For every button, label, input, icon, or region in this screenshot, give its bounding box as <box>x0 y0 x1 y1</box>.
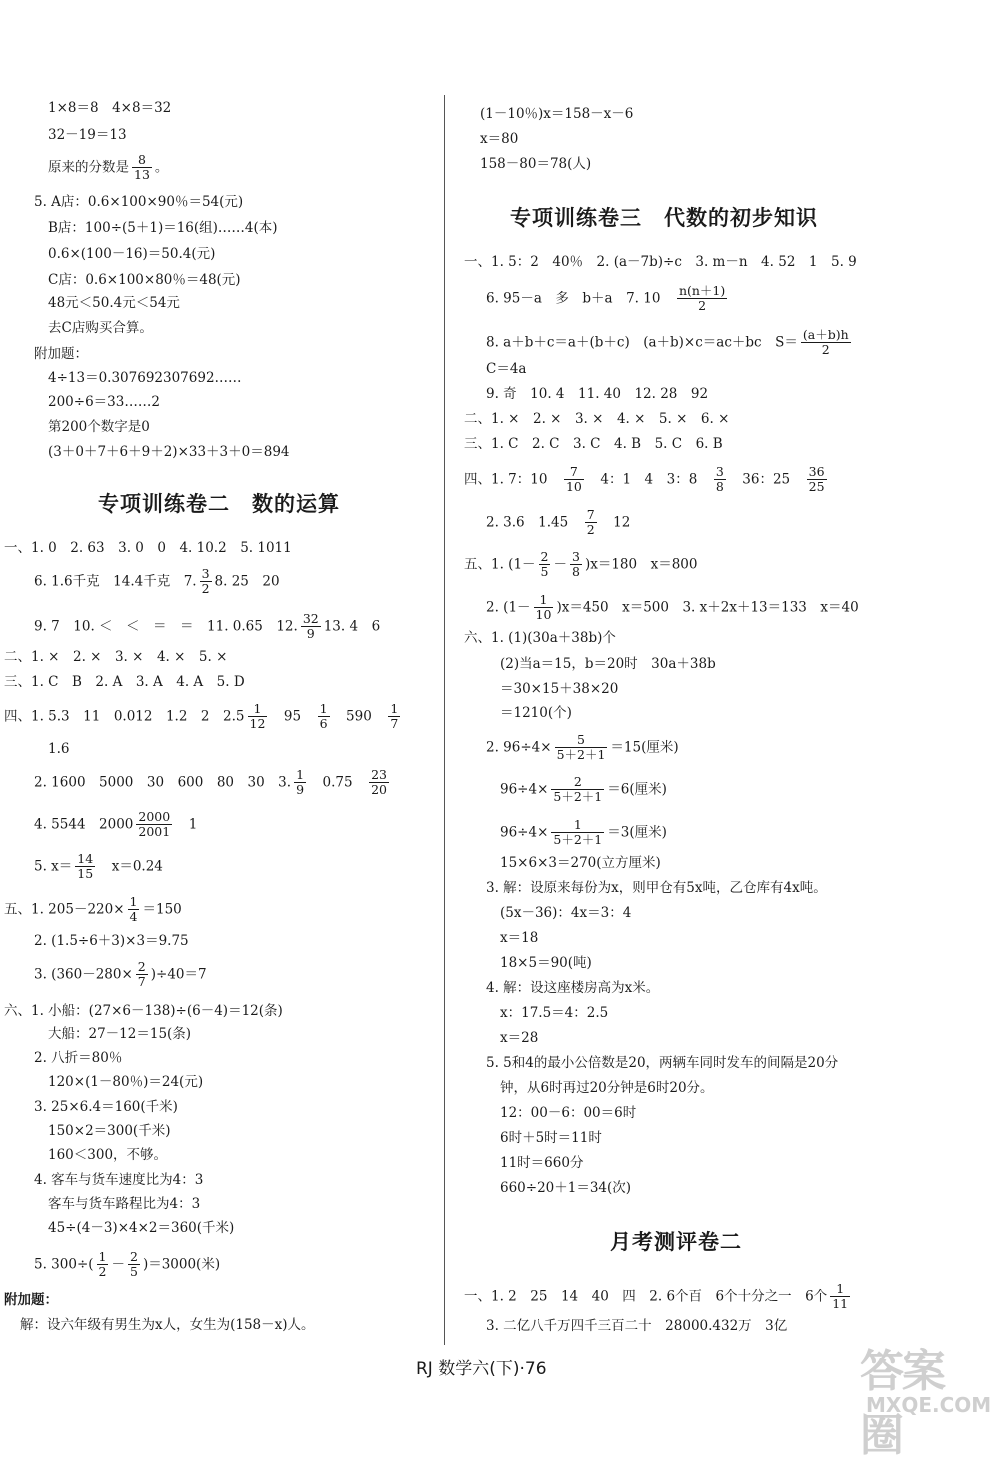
text-line: 3. 解：设原来每份为x，则甲仓有5x吨，乙仓库有4x吨。 <box>486 880 827 896</box>
text-line: x＝80 <box>480 131 519 147</box>
text-line: 附加题： <box>4 1292 58 1308</box>
text-line: 三、1. C 2. C 3. C 4. B 5. C 6. B <box>464 436 723 452</box>
fraction: $\frac{1}{10}$ <box>535 592 552 623</box>
fraction: $\frac{1}{7}$ <box>390 701 399 732</box>
page-footer: RJ 数学六(下)·76 <box>416 1359 547 1379</box>
text-line: 6时＋5时＝11时 <box>500 1130 602 1146</box>
section-title: 专项训练卷二 数的运算 <box>98 492 340 516</box>
fraction: $\frac{2}{5}$ <box>540 549 549 580</box>
column-divider <box>444 95 445 1345</box>
text-line: 5. A店：0.6×100×90％＝54(元) <box>34 194 244 210</box>
text-line: 48元＜50.4元＜54元 <box>48 295 180 311</box>
text-line: 钟，从6时再过20分钟是6时20分。 <box>500 1080 714 1096</box>
text-line: 4. 解：设这座楼房高为x米。 <box>486 980 660 996</box>
text-line: 五、1. 205－220× $\frac{1}{4}$ ＝150 <box>4 894 182 925</box>
fraction: $\frac{1}{2}$ <box>98 1249 107 1280</box>
fraction: $\frac{2000}{2001}$ <box>138 809 171 840</box>
text-line: 6. 1.6千克 14.4千克 7. $\frac{3}{2}$ 8. 25 20 <box>34 566 280 597</box>
text-line: 96÷4× $\frac{1}{5+2+1}$ ＝3(厘米) <box>500 817 667 848</box>
text-line: (1－10％)x＝158－x－6 <box>480 106 634 122</box>
text-line: ＝1210(个) <box>500 705 572 721</box>
fraction: $\frac{1}{5+2+1}$ <box>553 817 603 848</box>
text-line: 120×(1－80％)＝24(元) <box>48 1074 204 1090</box>
text-line: 二、1. × 2. × 3. × 4. × 5. × 6. × <box>464 411 730 427</box>
text-line: 2. (1.5÷6＋3)×3＝9.75 <box>34 933 189 949</box>
text-line: 15×6×3＝270(立方厘米) <box>500 855 661 871</box>
text-line: 6. 95－a 多 b＋a 7. 10 $\frac{n(n+1)}{2}$ <box>486 283 726 314</box>
text-line: 2. 1600 5000 30 600 80 30 3. $\frac{1}{9}$ 0.75 $\frac{23}{20}$ <box>34 767 387 798</box>
text-line: 客车与货车路程比为4：3 <box>48 1196 201 1212</box>
text-line: 六、1. (1)(30a＋38b)个 <box>464 630 616 646</box>
text-line: 32－19＝13 <box>48 127 127 143</box>
watermark-url: MXQE.COM <box>866 1393 992 1417</box>
text-line: 解：设六年级有男生为x人，女生为(158－x)人。 <box>20 1317 315 1333</box>
text-line: 4. 客车与货车速度比为4：3 <box>34 1172 204 1188</box>
text-line: 5. x＝ $\frac{14}{15}$ x＝0.24 <box>34 851 163 882</box>
text-frag: 。 <box>154 159 169 176</box>
text-line: 一、1. 0 2. 63 3. 0 0 4. 10.2 5. 1011 <box>4 540 292 556</box>
fraction: $\frac{(a+b)h}{2}$ <box>802 327 849 358</box>
text-line: C店：0.6×100×80％＝48(元) <box>48 272 241 288</box>
text-line: ＝30×15＋38×20 <box>500 681 619 697</box>
text-line: 200÷6＝33……2 <box>48 394 160 410</box>
fraction: $\frac{8}{13}$ <box>134 152 150 183</box>
fraction: $\frac{2}{7}$ <box>137 959 146 990</box>
fraction: $\frac{n(n+1)}{2}$ <box>678 283 726 314</box>
text-line: 45÷(4－3)×4×2＝360(千米) <box>48 1220 235 1236</box>
fraction: $\frac{1}{4}$ <box>129 894 138 925</box>
watermark-logo <box>860 1335 992 1461</box>
text-line: 六、1. 小船：(27×6－138)÷(6－4)＝12(条) <box>4 1003 283 1019</box>
fraction: $\frac{2}{5}$ <box>129 1249 138 1280</box>
text-line: 2. (1－ $\frac{1}{10}$ )x＝450 x＝500 3. x＋2x＋13＝133 x＝40 <box>486 592 859 623</box>
fraction: $\frac{7}{10}$ <box>565 464 582 495</box>
text-line: 5. 5和4的最小公倍数是20，两辆车同时发车的间隔是20分 <box>486 1055 839 1071</box>
text-line: B店：100÷(5＋1)＝16(组)……4(本) <box>48 220 278 236</box>
text-line: 5. 300÷( $\frac{1}{2}$ － $\frac{2}{5}$ )＝3000(米) <box>34 1249 221 1280</box>
text-line: 9. 奇 10. 4 11. 40 12. 28 92 <box>486 386 709 402</box>
section-title: 专项训练卷三 代数的初步知识 <box>510 206 818 230</box>
fraction: $\frac{3}{8}$ <box>571 549 580 580</box>
text-line: C＝4a <box>486 361 527 377</box>
fraction: $\frac{23}{20}$ <box>371 767 387 798</box>
fraction: $\frac{1}{9}$ <box>296 767 305 798</box>
text-line: 2. 96÷4× $\frac{5}{5+2+1}$ ＝15(厘米) <box>486 732 679 763</box>
text-line: (3＋0＋7＋6＋9＋2)×33＋3＋0＝894 <box>48 444 290 460</box>
right-column <box>448 0 1000 1428</box>
text-line: 一、1. 5：2 40％ 2. (a－7b)÷c 3. m－n 4. 52 1 5. 9 <box>464 254 857 270</box>
watermark-big: 答案圈 <box>860 1346 944 1461</box>
text-line: 96÷4× $\frac{2}{5+2+1}$ ＝6(厘米) <box>500 774 667 805</box>
text-line: (5x－36)：4x＝3：4 <box>500 905 632 921</box>
text-line: 去C店购买合算。 <box>48 320 153 336</box>
text-line: 660÷20＋1＝34(次) <box>500 1180 632 1196</box>
text-line: 9. 7 10. ＜ ＜ ＝ ＝ 11. 0.65 12. $\frac{32}{9}$ 13. 4 6 <box>34 611 381 642</box>
text-line: x：17.5＝4：2.5 <box>500 1005 609 1021</box>
text-line: 4÷13＝0.307692307692…… <box>48 370 242 386</box>
fraction: $\frac{3}{2}$ <box>201 566 210 597</box>
text-line: 0.6×(100－16)＝50.4(元) <box>48 246 216 262</box>
text-line: 1.6 <box>48 741 70 757</box>
text-line: (2)当a＝15，b＝20时 30a＋38b <box>500 656 716 672</box>
text-line: 1×8＝8 4×8＝32 <box>48 100 172 116</box>
text-line: 3. 25×6.4＝160(千米) <box>34 1099 178 1115</box>
text-line <box>48 153 168 183</box>
text-line: 四、1. 7：10 $\frac{7}{10}$ 4：1 4 3：8 $\frac{3}{8}$ 36：25 $\frac{36}{25}$ <box>464 464 825 495</box>
text-line: 三、1. C B 2. A 3. A 4. A 5. D <box>4 674 245 690</box>
text-line: x＝18 <box>500 930 539 946</box>
fraction: $\frac{5}{5+2+1}$ <box>556 732 606 763</box>
text-line: 158－80＝78(人) <box>480 156 592 172</box>
text-line: 二、1. × 2. × 3. × 4. × 5. × <box>4 649 228 665</box>
fraction: $\frac{36}{25}$ <box>808 464 825 495</box>
text-line: 四、1. 5.3 11 0.012 1.2 2 2.5 $\frac{1}{12}$ 95 $\frac{1}{6}$ 590 $\frac{1}{7}$ <box>4 701 399 732</box>
text-line: 11时＝660分 <box>500 1155 584 1171</box>
text-frag: 原来的分数是 <box>48 159 129 176</box>
left-column <box>0 0 440 1428</box>
text-line: 五、1. (1－ $\frac{2}{5}$ － $\frac{3}{8}$ )x＝180 x＝800 <box>464 549 698 580</box>
text-line: 2. 3.6 1.45 $\frac{7}{2}$ 12 <box>486 507 631 538</box>
text-line: 160＜300，不够。 <box>48 1147 168 1163</box>
text-line: 大船：27－12＝15(条) <box>48 1026 192 1042</box>
text-line: 18×5＝90(吨) <box>500 955 592 971</box>
text-line: 3. (360－280× $\frac{2}{7}$ )÷40＝7 <box>34 959 207 990</box>
text-line: 一、1. 2 25 14 40 四 2. 6个百 6个十分之一 6个 $\frac{1}{11}$ <box>464 1281 849 1312</box>
fraction: $\frac{1}{6}$ <box>319 701 328 732</box>
fraction: $\frac{2}{5+2+1}$ <box>553 774 603 805</box>
text-line: 4. 5544 2000 $\frac{2000}{2001}$ 1 <box>34 809 198 840</box>
fraction: $\frac{1}{11}$ <box>832 1281 849 1312</box>
text-line: x＝28 <box>500 1030 539 1046</box>
text-line: 第200个数字是0 <box>48 419 150 435</box>
section-title: 月考测评卷二 <box>610 1230 742 1254</box>
fraction: $\frac{14}{15}$ <box>77 851 94 882</box>
fraction: $\frac{7}{2}$ <box>586 507 595 538</box>
text-line: 2. 八折＝80％ <box>34 1050 123 1066</box>
text-line: 150×2＝300(千米) <box>48 1123 171 1139</box>
text-line: 8. a＋b＋c＝a＋(b＋c) (a＋b)×c＝ac＋bc S＝ $\frac{(a+b)h}{2}$ <box>486 327 849 358</box>
text-line: 12：00－6：00＝6时 <box>500 1105 637 1121</box>
fraction: $\frac{1}{12}$ <box>249 701 266 732</box>
text-line: 附加题： <box>34 346 88 362</box>
fraction: $\frac{32}{9}$ <box>302 611 319 642</box>
text-line: 3. 二亿八千万四千三百二十 28000.432万 3亿 <box>486 1318 788 1334</box>
fraction: $\frac{3}{8}$ <box>715 464 724 495</box>
